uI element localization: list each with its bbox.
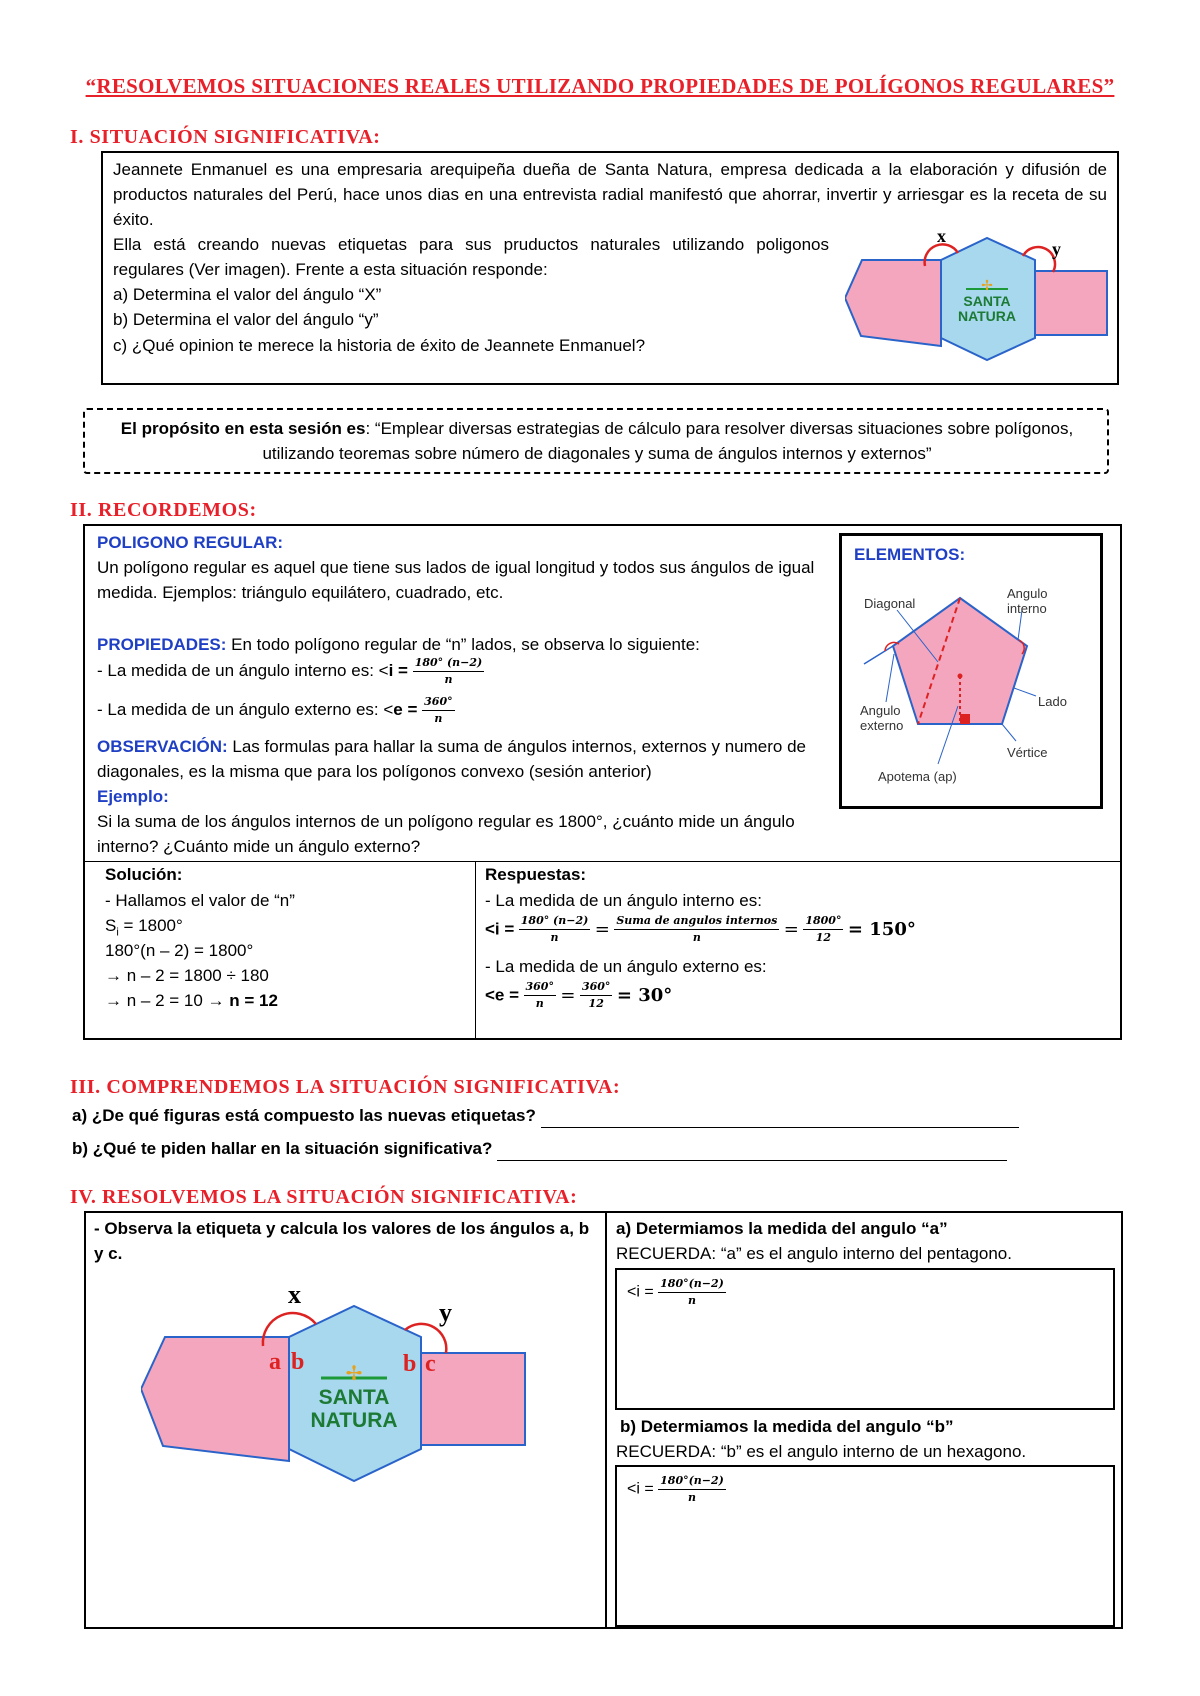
respuestas-title: Respuestas: [485,865,587,884]
fraction-4 [524,981,556,1010]
label-lado: Lado [1038,694,1067,709]
question-a-text: a) ¿De qué figuras está compuesto las nuevas etiquetas? [72,1106,536,1125]
extended-side-line [864,646,893,664]
logo-cross-icon: ✢ [345,1361,363,1385]
example-divider [85,861,1120,862]
ejemplo-text: Si la suma de los ángulos internos de un polígono regular es 1800°, ¿cuánto mide un ángulo interno? ¿Cuánto mide un ángulo externo? [97,812,795,856]
comprendemos-question-a [72,1103,1019,1128]
angulo-externo-text: - La medida de un ángulo externo es: < [97,699,394,719]
angle-y-label: y [1052,239,1061,259]
sum-subscript: i [116,926,119,939]
observacion-text: Las formulas para hallar la suma de ángulos internos, externos y numero de diagonales, es la misma que para los polígonos convexo (sesión anterior) [97,737,806,781]
fraction-denominator: n [434,712,443,725]
angulo-interno-line [97,657,484,686]
solucion-line-5-text: → n – 2 = 10 → [105,991,230,1010]
fraction-denominator: n [688,1294,697,1307]
formula-symbol: <i = [627,1283,654,1301]
answer-line-b[interactable] [497,1142,1007,1161]
purpose-body: : “Emplear diversas estrategias de cálculo para resolver diversas situaciones sobre polígonos, utilizando teoremas sobre número de diagonales y suma de ángulos internos y externos” [262,419,1074,463]
part-b-note: RECUERDA: “b” es el angulo interno de un hexagono. [616,1442,1027,1461]
fraction-denominator: 12 [815,931,832,944]
situation-para2: Ella está creando nuevas etiquetas para sus pruductos naturales utilizando poligonos regulares (Ver imagen). Frente a esta situación responde: [113,235,829,279]
label-angulo-interno-2: interno [1007,601,1047,616]
angle-b-label: b [291,1349,305,1375]
poligono-regular-text: Un polígono regular es aquel que tiene sus lados de igual longitud y todos sus ángulos de igual medida. Ejemplos: triángulo equilátero, cuadrado, etc. [97,558,815,602]
recordemos-box [83,524,1122,1040]
part-a-formula [627,1278,726,1307]
pentagon-shape [845,260,941,346]
resolvemos-divider [605,1213,607,1627]
pointer-angulo-externo [886,654,894,702]
purpose-text [105,416,1089,466]
equals-sign: = [783,919,799,940]
comprendemos-question-b [72,1136,1007,1161]
observacion-line [97,734,817,784]
fraction-denominator: 12 [588,997,604,1010]
purpose-box [83,408,1109,474]
fraction-5 [580,981,612,1010]
fraction-numerator: 1800° [803,915,843,930]
part-b-title: b) Determiamos la medida del angulo “b” [620,1417,954,1436]
section-1-heading: I. SITUACIÓN SIGNIFICATIVA: [70,126,381,148]
sum-value: = 1800° [118,916,183,935]
page-title: “RESOLVEMOS SITUACIONES REALES UTILIZANDO PROPIEDADES DE POLÍGONOS REGULARES” [85,74,1115,98]
sum-symbol: S [105,916,117,935]
externo-symbol: <e = [485,985,520,1005]
equals-sign: = [594,919,610,940]
fraction-2 [614,915,779,944]
angulo-externo-fraction [422,696,454,725]
label-figure-top [845,228,1115,378]
pentagon-shape [893,598,1027,724]
respuestas-interno-formula [485,915,916,944]
fraction-denominator: n [692,931,701,944]
part-a-workbox[interactable] [615,1268,1115,1410]
respuestas-externo-formula [485,981,672,1010]
section-2-heading: II. RECORDEMOS: [70,499,257,521]
fraction-numerator: Suma de angulos internos [614,915,779,930]
label-angulo-externo-2: externo [860,718,904,733]
label-apotema: Apotema (ap) [878,769,957,784]
angle-b-label-2: b [403,1351,417,1377]
purpose-bold: El propósito en esta sesión es [120,419,366,438]
interno-symbol: <i = [485,919,515,939]
equals-sign: = [560,985,576,1006]
part-b-workbox[interactable] [615,1465,1115,1627]
solucion-line-4: → n – 2 = 1800 ÷ 180 [105,966,269,985]
formula-fraction [658,1475,726,1504]
right-angle-mark [960,714,970,724]
pointer-lado [1014,688,1036,696]
logo-cross-icon: ✢ [981,278,993,294]
fraction-3 [803,915,843,944]
part-b-formula [627,1475,726,1504]
part-a-title: a) Determiamos la medida del angulo “a” [616,1219,948,1238]
fraction-numerator: 180°(n−2) [658,1475,726,1490]
solucion-title: Solución: [105,865,183,884]
formula-symbol: <i = [627,1480,654,1498]
ejemplo-title: Ejemplo: [97,787,169,806]
elementos-box [839,533,1103,809]
angulo-interno-fraction [413,657,485,686]
logo-text-1: SANTA [318,1386,390,1409]
fraction-1 [519,915,591,944]
propiedades-text: En todo polígono regular de “n” lados, se observa lo siguiente: [226,635,700,654]
elementos-title: ELEMENTOS: [854,545,966,564]
solucion-line-5 [105,988,278,1013]
fraction-denominator: n [444,673,453,686]
logo-text-2: NATURA [310,1409,398,1432]
fraction-numerator: 180° (n−2) [519,915,591,930]
question-b: b) Determina el valor del ángulo “y” [113,310,379,329]
label-figure-bottom [141,1291,551,1491]
fraction-numerator: 360° [580,981,612,996]
resolvemos-box [84,1211,1123,1629]
label-angulo-externo-1: Angulo [860,703,901,718]
respuestas-line-2: - La medida de un ángulo externo es: [485,957,767,976]
fraction-numerator: 180°(n−2) [658,1278,726,1293]
solucion-line-3: 180°(n – 2) = 1800° [105,941,254,960]
pentagon-shape [141,1337,289,1461]
question-b-text: b) ¿Qué te piden hallar en la situación significativa? [72,1139,493,1158]
interno-result: = 150° [847,919,916,940]
logo-text-1: SANTA [963,293,1011,309]
propiedades-line [97,632,817,657]
angle-y-label: y [439,1298,452,1327]
pentagon-elements-diagram [842,536,1100,806]
formula-fraction [658,1278,726,1307]
angle-a-label: a [269,1349,281,1375]
section-3-heading: III. COMPRENDEMOS LA SITUACIÓN SIGNIFICATIVA: [70,1076,621,1098]
question-c: c) ¿Qué opinion te merece la historia de éxito de Jeannete Enmanuel? [113,336,646,355]
solucion-line-1: - Hallamos el valor de “n” [105,891,295,910]
fraction-numerator: 180° (n−2) [413,657,485,672]
fraction-numerator: 360° [422,696,454,711]
fraction-denominator: n [535,997,544,1010]
respuestas-line-1: - La medida de un ángulo interno es: [485,891,762,910]
angle-x-label: x [937,228,946,246]
square-shape [421,1353,525,1445]
square-shape [1035,271,1107,335]
question-a: a) Determina el valor del ángulo “X” [113,285,382,304]
angle-x-label: x [288,1291,301,1309]
logo-text-2: NATURA [957,308,1017,324]
label-vertice: Vértice [1007,745,1048,760]
externo-result: = 30° [616,985,673,1006]
angle-c-label: c [425,1351,436,1377]
propiedades-title: PROPIEDADES: [97,635,227,654]
answer-line-a[interactable] [541,1109,1019,1128]
angulo-externo-symbol: e = [393,699,418,719]
example-vertical-divider [475,861,476,1038]
angulo-interno-text: - La medida de un ángulo interno es: < [97,660,389,680]
fraction-numerator: 360° [524,981,556,996]
label-angulo-interno-1: Angulo [1007,586,1048,601]
angulo-externo-line [97,696,455,725]
fraction-denominator: n [550,931,559,944]
poligono-regular-title: POLIGONO REGULAR: [97,533,284,552]
section-4-heading: IV. RESOLVEMOS LA SITUACIÓN SIGNIFICATIVA: [70,1186,578,1208]
situation-para1: Jeannete Enmanuel es una empresaria arequipeña dueña de Santa Natura, empresa dedicada a la elaboración y difusión de productos naturales del Perú, hace unos dias en una entrevista radial manifestó que ahorrar, invertir y arriesgar es la receta de su éxito. [113,160,1107,229]
angulo-interno-symbol: i = [388,660,408,680]
label-diagonal: Diagonal [864,596,916,611]
resolvemos-instruction: - Observa la etiqueta y calcula los valores de los ángulos a, b y c. [94,1219,590,1263]
observacion-title: OBSERVACIÓN: [97,737,228,756]
pointer-vertice [1002,724,1016,741]
solucion-result: n = 12 [229,991,278,1010]
part-a-note: RECUERDA: “a” es el angulo interno del pentagono. [616,1244,1012,1263]
center-point [958,674,963,679]
fraction-denominator: n [688,1491,697,1504]
